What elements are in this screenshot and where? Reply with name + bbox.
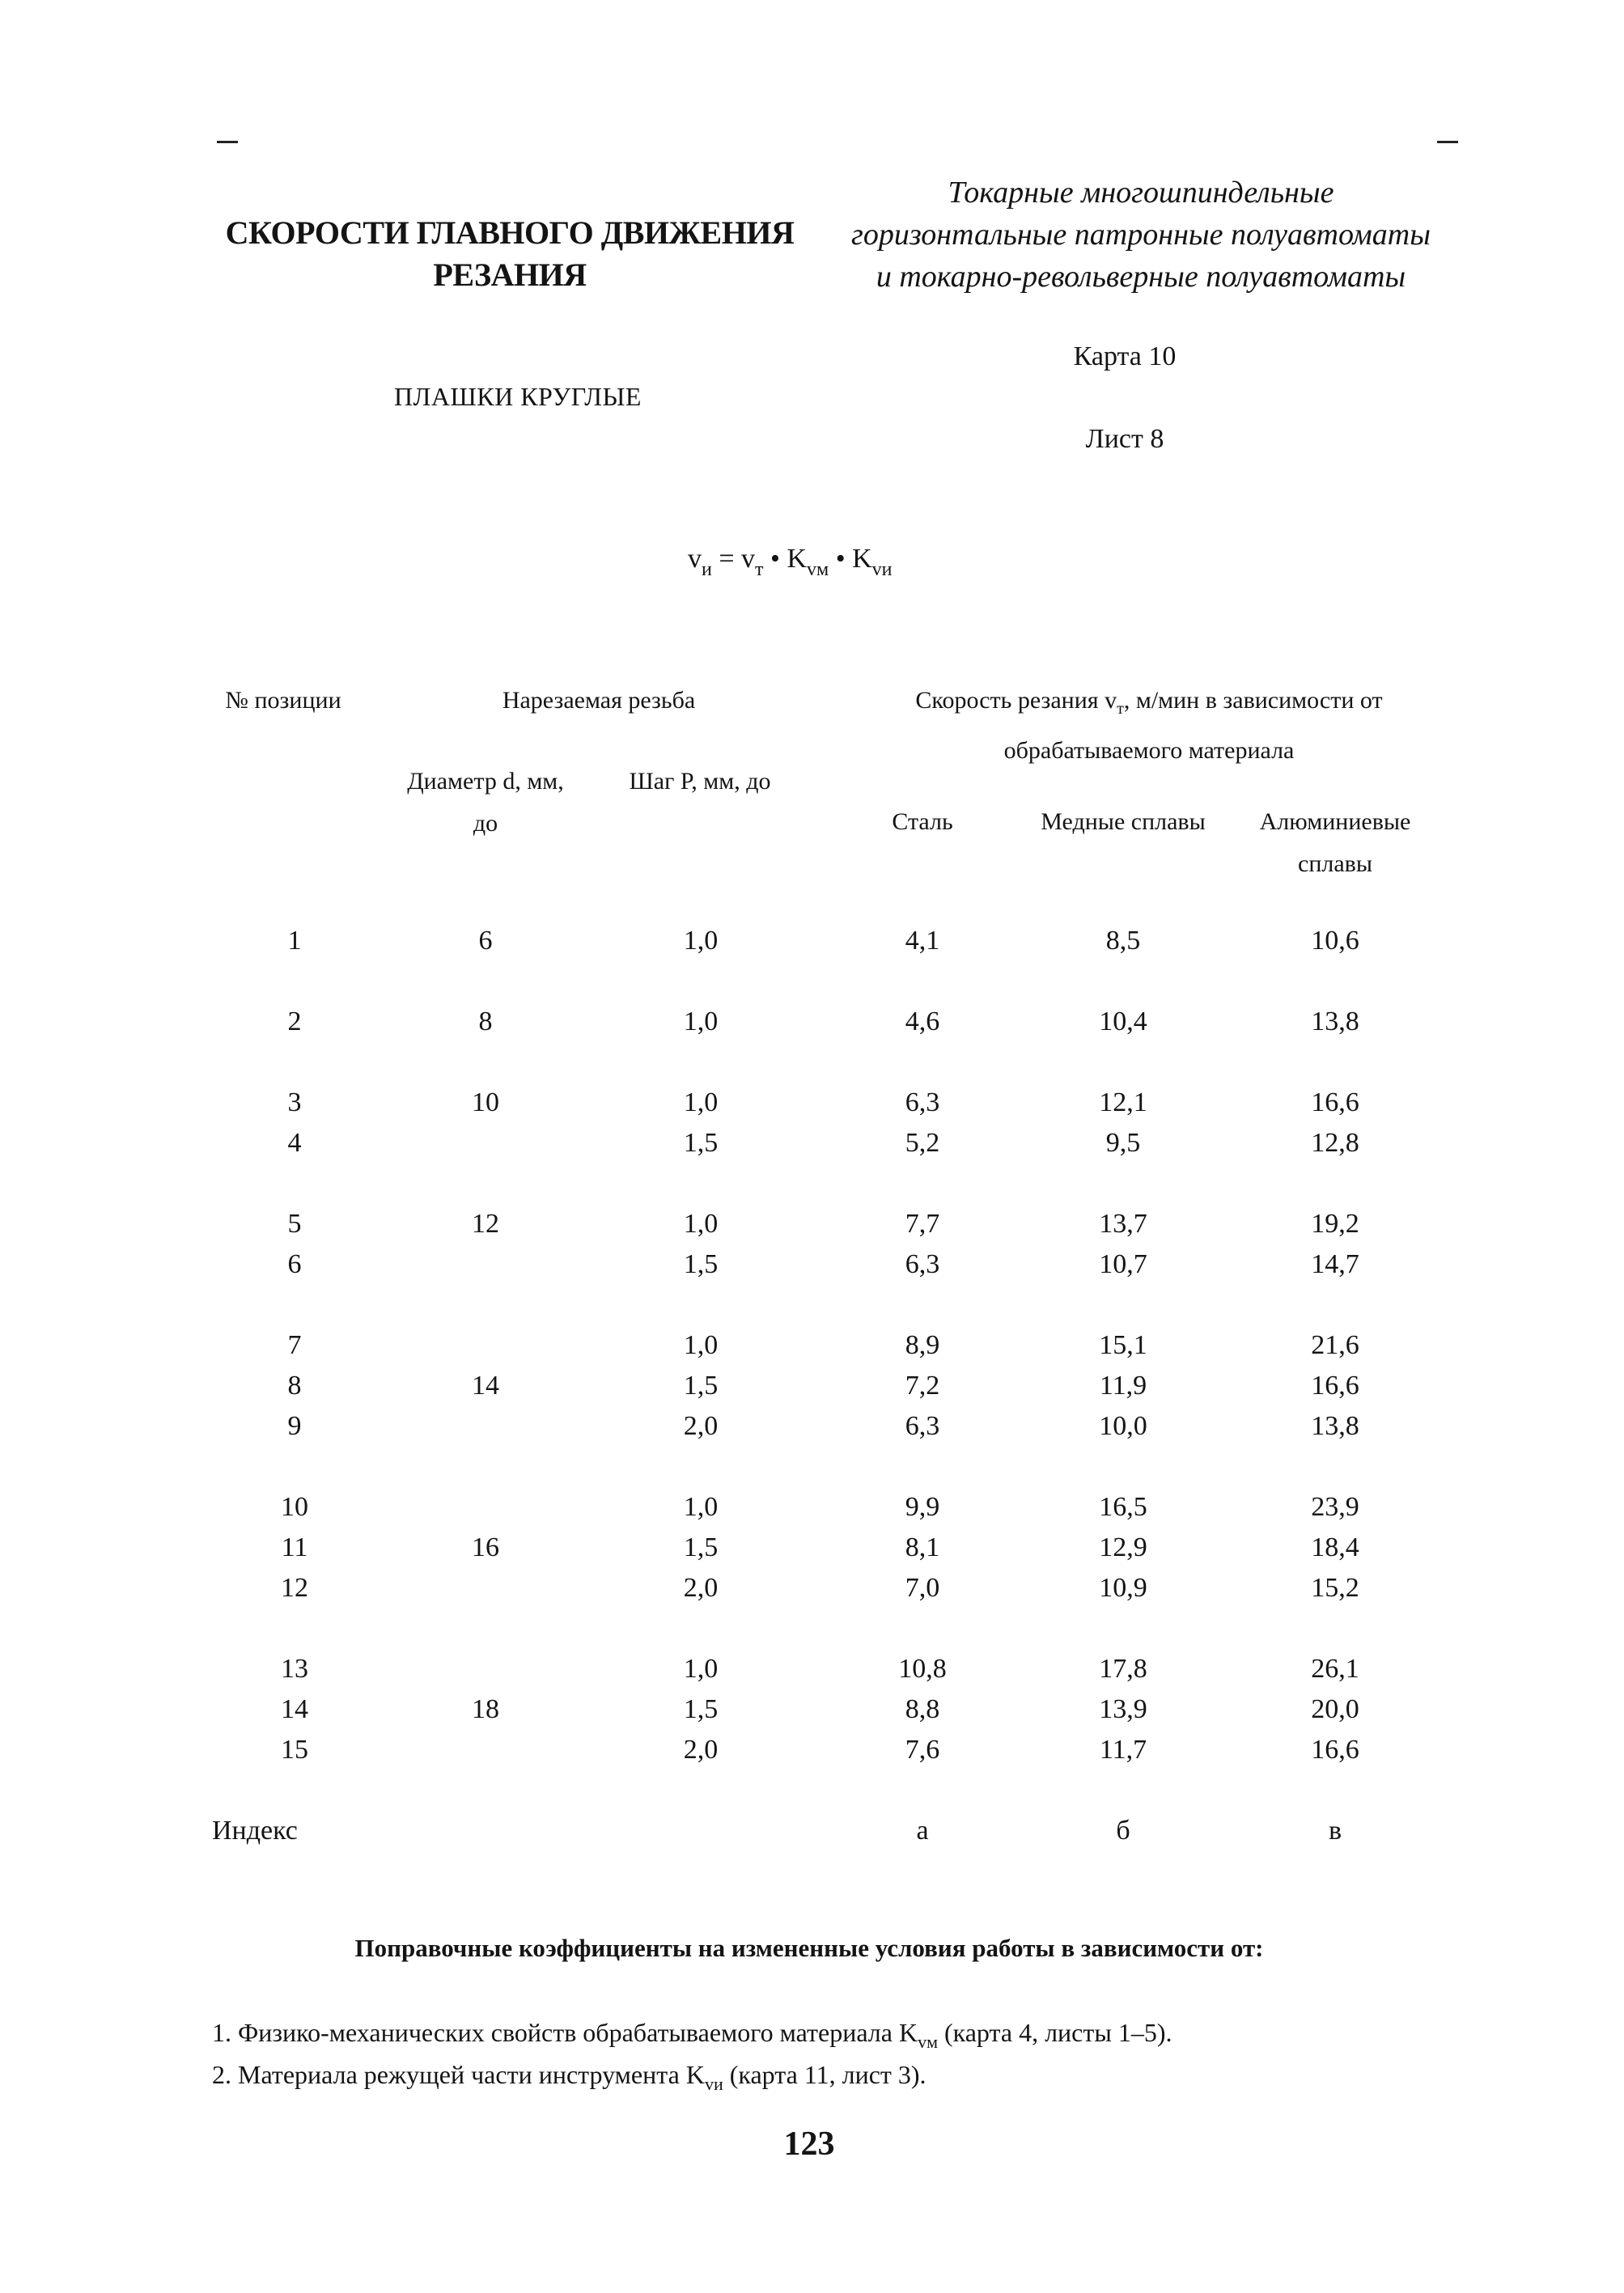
cell-pitch: 2,0 — [683, 1411, 719, 1441]
page-number: 123 — [783, 2126, 835, 2163]
machine-type-title — [809, 172, 1473, 298]
machine-type-line1: Токарные многошпиндельные — [948, 176, 1334, 210]
cell-pitch: 1,0 — [683, 1209, 719, 1239]
header-position: № позиции — [225, 687, 341, 714]
cell-diameter: 18 — [472, 1694, 499, 1724]
cell-aluminum: 19,2 — [1311, 1209, 1359, 1239]
cell-position: 8 — [287, 1371, 302, 1401]
cell-aluminum: 13,8 — [1311, 1411, 1359, 1441]
cell-position: 1 — [287, 926, 302, 956]
cell-steel: 4,6 — [905, 1007, 940, 1036]
section-title-line2: РЕЗАНИЯ — [433, 256, 587, 293]
cell-position: 14 — [281, 1694, 308, 1724]
cell-copper: 10,9 — [1099, 1573, 1147, 1603]
cell-diameter: 8 — [478, 1007, 493, 1036]
cell-pitch: 1,5 — [683, 1128, 719, 1158]
cell-steel: 7,0 — [905, 1573, 940, 1603]
cell-steel: 8,8 — [905, 1694, 940, 1724]
cell-aluminum: 16,6 — [1311, 1371, 1359, 1401]
cell-aluminum: 16,6 — [1311, 1735, 1359, 1765]
cell-steel: 7,7 — [905, 1209, 940, 1239]
cell-steel: 6,3 — [905, 1411, 940, 1441]
header-copper: Медные сплавы — [1041, 808, 1206, 835]
note-item-2: 2. Материала режущей части инструмента $K_{vи}$ (карта 11, лист 3). — [212, 2060, 926, 2094]
machine-type-line2: горизонтальные патронные полуавтоматы — [851, 218, 1431, 252]
tool-subtitle: ПЛАШКИ КРУГЛЫЕ — [394, 382, 642, 411]
cell-position: 13 — [281, 1654, 308, 1684]
cell-pitch: 1,0 — [683, 1007, 719, 1036]
cell-position: 15 — [281, 1735, 308, 1765]
cell-steel: 5,2 — [905, 1128, 940, 1158]
cell-position: 2 — [287, 1007, 302, 1036]
note-item-1: 1. Физико-механических свойств обрабатываемого материала $K_{vм}$ (карта 4, листы 1–5). — [212, 2018, 1172, 2052]
cell-pitch: 1,0 — [683, 1087, 719, 1117]
cell-steel: 6,3 — [905, 1087, 940, 1117]
cell-aluminum: 10,6 — [1311, 926, 1359, 956]
sheet-number: Лист 8 — [1085, 424, 1164, 454]
cell-steel: 4,1 — [905, 926, 940, 956]
cell-position: 5 — [287, 1209, 302, 1239]
header-pitch: Шаг P, мм, до — [629, 768, 771, 795]
cell-copper: 10,0 — [1099, 1411, 1147, 1441]
cell-aluminum: 26,1 — [1311, 1654, 1359, 1684]
cell-aluminum: 13,8 — [1311, 1007, 1359, 1036]
cell-aluminum: 21,6 — [1311, 1330, 1359, 1360]
header-steel: Сталь — [892, 808, 953, 835]
cell-position: 12 — [281, 1573, 308, 1603]
header-diameter: Диаметр d, мм, до — [407, 768, 564, 837]
cell-copper: 8,5 — [1105, 926, 1141, 956]
cell-steel: 10,8 — [898, 1654, 947, 1684]
cell-pitch: 1,0 — [683, 926, 719, 956]
cell-copper: 16,5 — [1099, 1492, 1147, 1522]
cell-copper: 13,9 — [1099, 1694, 1147, 1724]
header-thread: Нарезаемая резьба — [502, 687, 696, 714]
cell-copper: 12,9 — [1099, 1532, 1147, 1562]
cell-copper: 17,8 — [1099, 1654, 1147, 1684]
corner-mark-left — [217, 141, 238, 143]
cell-steel: 7,2 — [905, 1371, 940, 1401]
cell-diameter: 10 — [472, 1087, 499, 1117]
cell-steel: 9,9 — [905, 1492, 940, 1522]
cell-aluminum: 16,6 — [1311, 1087, 1359, 1117]
cell-copper: 11,7 — [1099, 1735, 1147, 1765]
index-copper: б — [1116, 1816, 1130, 1846]
cell-copper: 11,9 — [1099, 1371, 1147, 1401]
card-number: Карта 10 — [1073, 341, 1177, 371]
cell-pitch: 1,0 — [683, 1492, 719, 1522]
cell-diameter: 14 — [472, 1371, 499, 1401]
section-title-line1: СКОРОСТИ ГЛАВНОГО ДВИЖЕНИЯ — [225, 214, 795, 251]
cell-aluminum: 14,7 — [1311, 1249, 1359, 1279]
machine-type-line3: и токарно-револьверные полуавтоматы — [876, 260, 1406, 294]
cell-steel: 6,3 — [905, 1249, 940, 1279]
cell-pitch: 1,0 — [683, 1330, 719, 1360]
cell-pitch: 1,5 — [683, 1694, 719, 1724]
cell-position: 10 — [281, 1492, 308, 1522]
cell-copper: 15,1 — [1099, 1330, 1147, 1360]
cell-steel: 7,6 — [905, 1735, 940, 1765]
cell-diameter: 6 — [478, 926, 493, 956]
cell-pitch: 2,0 — [683, 1573, 719, 1603]
cell-pitch: 1,5 — [683, 1371, 719, 1401]
cell-aluminum: 20,0 — [1311, 1694, 1359, 1724]
index-steel: а — [916, 1816, 929, 1846]
cell-aluminum: 18,4 — [1311, 1532, 1359, 1562]
cell-steel: 8,1 — [905, 1532, 940, 1562]
section-title — [194, 212, 825, 296]
cell-position: 4 — [287, 1128, 302, 1158]
cell-pitch: 1,0 — [683, 1654, 719, 1684]
notes-title: Поправочные коэффициенты на измененные условия работы в зависимости от: — [354, 1934, 1264, 1962]
cell-pitch: 2,0 — [683, 1735, 719, 1765]
cell-position: 7 — [287, 1330, 302, 1360]
cell-steel: 8,9 — [905, 1330, 940, 1360]
corner-mark-right — [1437, 141, 1458, 143]
cell-position: 3 — [287, 1087, 302, 1117]
cell-copper: 13,7 — [1099, 1209, 1147, 1239]
cell-pitch: 1,5 — [683, 1532, 719, 1562]
header-speed — [825, 680, 1473, 772]
cell-copper: 10,7 — [1099, 1249, 1147, 1279]
cell-aluminum: 23,9 — [1311, 1492, 1359, 1522]
cell-copper: 12,1 — [1099, 1087, 1147, 1117]
cell-aluminum: 12,8 — [1311, 1128, 1359, 1158]
cell-pitch: 1,5 — [683, 1249, 719, 1279]
cell-position: 9 — [287, 1411, 302, 1441]
header-speed-line2: обрабатываемого материала — [1003, 737, 1295, 764]
cell-diameter: 12 — [472, 1209, 499, 1239]
cell-position: 6 — [287, 1249, 302, 1279]
cell-diameter: 16 — [472, 1532, 499, 1562]
cell-copper: 9,5 — [1105, 1128, 1141, 1158]
cell-position: 11 — [281, 1532, 308, 1562]
header-aluminum: Алюминиевые сплавы — [1259, 808, 1411, 877]
header-speed-line1: Скорость резания $v_т$, м/мин в зависимости от — [915, 687, 1383, 718]
index-aluminum: в — [1328, 1816, 1342, 1846]
cell-aluminum: 15,2 — [1311, 1573, 1359, 1603]
index-label: Индекс — [212, 1816, 298, 1846]
cell-copper: 10,4 — [1099, 1007, 1147, 1036]
speed-formula: $v_и = v_т$ • $K_{vм}$ • $K_{vи}$ — [688, 544, 893, 580]
